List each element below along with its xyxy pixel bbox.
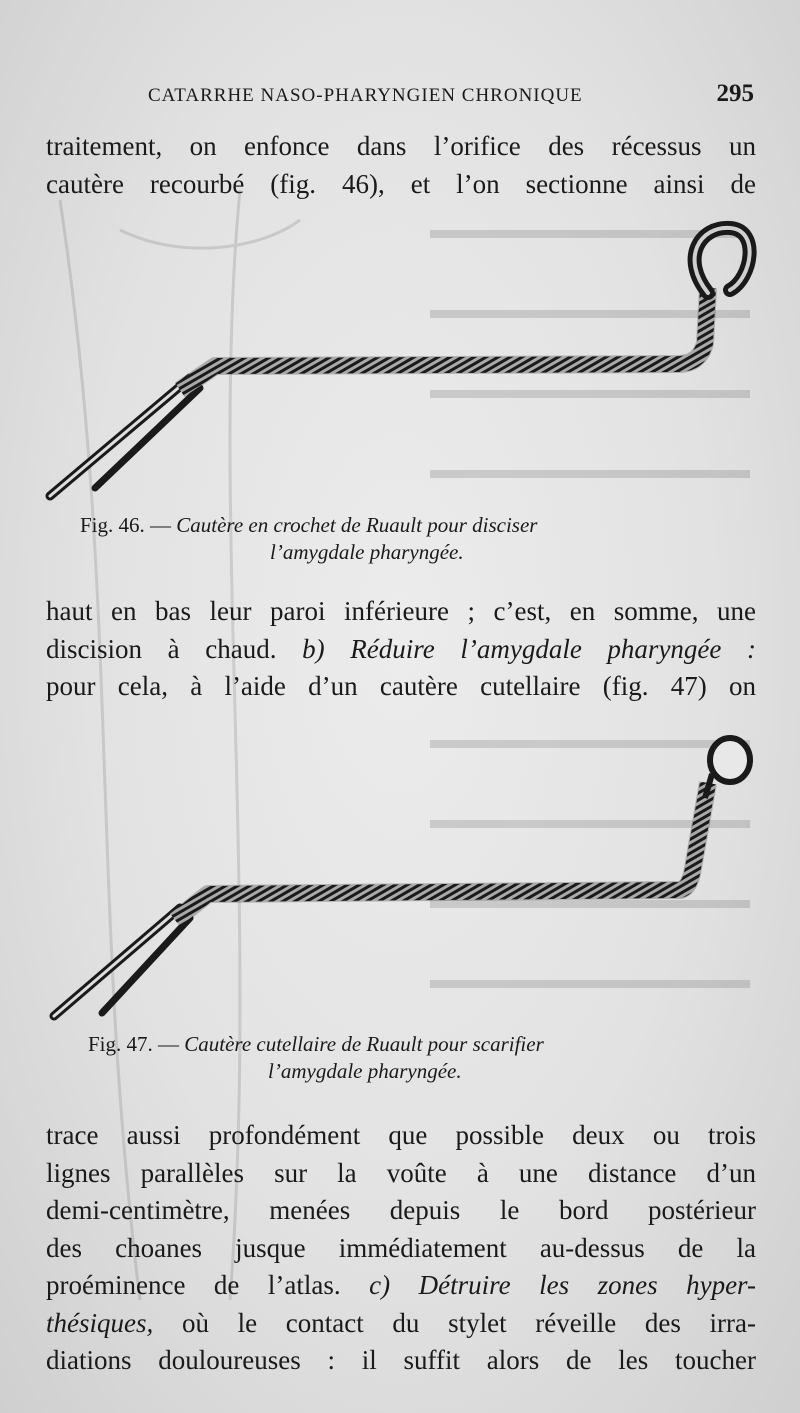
text-line: diations douloureuses : il suffit alors de les toucher	[46, 1345, 756, 1375]
running-head	[148, 80, 754, 114]
top-paragraph	[46, 128, 756, 203]
text-segment: où le contact du stylet réveille des irra-	[181, 1307, 757, 1338]
caption-label: Fig. 46. —	[80, 513, 172, 537]
figure-47-caption	[88, 1031, 544, 1085]
text-line: des choanes jusque immédiatement au-dessus de la	[46, 1232, 756, 1263]
caption-label: Fig. 47. —	[88, 1032, 180, 1056]
caption-text: Cautère en crochet de Ruault pour disciser	[176, 513, 538, 537]
middle-paragraph	[46, 593, 756, 706]
figure-46-hook-cautery-illustration	[40, 218, 760, 508]
section-heading-italic: thésiques,	[46, 1307, 154, 1338]
text-line: trace aussi profondément que possible deux ou trois	[46, 1120, 756, 1150]
text-line: haut en bas leur paroi inférieure ; c’est, en somme, une	[46, 596, 756, 626]
text-segment: proéminence de l’atlas.	[46, 1270, 341, 1300]
figure-46-caption	[80, 512, 537, 566]
caption-text: l’amygdale pharyngée.	[270, 540, 464, 564]
list-marker: c)	[369, 1270, 391, 1300]
bottom-paragraph	[46, 1117, 756, 1380]
page-number: 295	[716, 80, 754, 107]
section-heading-italic: Détruire les zones hyper-	[418, 1270, 757, 1300]
figure-47-knife-cautery-illustration	[40, 728, 760, 1028]
text-line: pour cela, à l’aide d’un cautère cutellaire (fig. 47) on	[46, 671, 756, 701]
section-heading-italic: Réduire l’amygdale pharyngée :	[350, 633, 757, 664]
text-line: lignes parallèles sur la voûte à une distance d’un	[46, 1157, 756, 1188]
text-line: demi-centimètre, menées depuis le bord postérieur	[46, 1195, 756, 1225]
caption-text: Cautère cutellaire de Ruault pour scarifier	[184, 1032, 544, 1056]
caption-text: l’amygdale pharyngée.	[268, 1059, 462, 1083]
text-segment: discision à chaud.	[46, 633, 277, 664]
running-head-title: CATARRHE NASO-PHARYNGIEN CHRONIQUE	[148, 85, 583, 106]
list-marker: b)	[302, 633, 325, 664]
text-line: traitement, on enfonce dans l’orifice des récessus un	[46, 131, 756, 161]
text-line: cautère recourbé (fig. 46), et l’on sectionne ainsi de	[46, 168, 756, 199]
